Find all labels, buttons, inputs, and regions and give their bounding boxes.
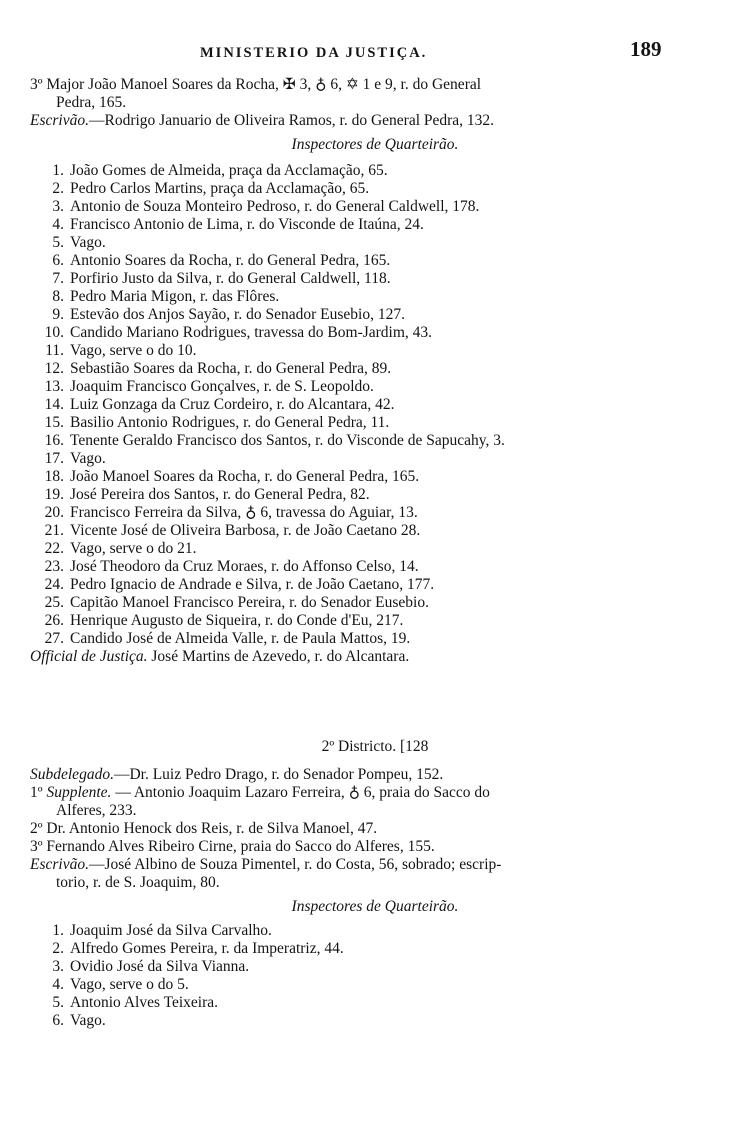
official-text: José Martins de Azevedo, r. do Alcantara.	[147, 648, 410, 665]
list-item: 10. Candido Mariano Rodrigues, travessa do Bom-Jardim, 43.	[44, 324, 433, 341]
district-heading: 2º Districto. [128	[321, 738, 429, 755]
list-item: 18. João Manoel Soares da Rocha, r. do General Pedra, 165.	[44, 468, 420, 485]
list-item: 27. Candido José de Almeida Valle, r. de Paula Mattos, 19.	[44, 630, 411, 647]
escrivao-2-entry: Escrivão.—José Albino de Souza Pimentel, r. do Costa, 56, sobrado; escrip-	[30, 856, 502, 873]
list-item: 25. Capitão Manoel Francisco Pereira, r. do Senador Eusebio.	[44, 594, 429, 611]
list-item: 5. Antonio Alves Teixeira.	[52, 994, 219, 1011]
list-item: 20. Francisco Ferreira da Silva, ♁ 6, travessa do Aguiar, 13.	[44, 504, 418, 521]
page-number: 189	[630, 37, 662, 61]
list-item: 11. Vago, serve o do 10.	[45, 342, 197, 359]
escrivao-2-entry-cont: torio, r. de S. Joaquim, 80.	[56, 874, 220, 891]
subdelegado-text: —Dr. Luiz Pedro Drago, r. do Senador Pompeu, 152.	[113, 766, 444, 783]
list-item: 3. Ovidio José da Silva Vianna.	[52, 958, 250, 975]
official-de-justica-entry	[30, 648, 720, 666]
list-item: 16. Tenente Geraldo Francisco dos Santos, r. do Visconde de Sapucahy, 3.	[44, 432, 505, 449]
list-item: 2. Alfredo Gomes Pereira, r. da Imperatriz, 44.	[52, 940, 344, 957]
supplente-label: Supplente.	[46, 784, 112, 801]
list-item: 4. Francisco Antonio de Lima, r. do Visconde de Itaúna, 24.	[52, 216, 424, 233]
major-entry-line-1: 3º Major João Manoel Soares da Rocha, ✠ 3, ♁ 6, ✡ 1 e 9, r. do General	[30, 76, 482, 93]
list-item: 9. Estevão dos Anjos Sayão, r. do Senador Eusebio, 127.	[52, 306, 405, 323]
escrivao-2-label: Escrivão.	[30, 856, 89, 873]
list-item: 21. Vicente José de Oliveira Barbosa, r. de João Caetano 28.	[44, 522, 421, 539]
inspectors-heading: Inspectores de Quarteirão.	[291, 136, 459, 153]
supplente-2-entry: 2º Dr. Antonio Henock dos Reis, r. de Silva Manoel, 47.	[30, 820, 378, 837]
list-item: 4. Vago, serve o do 5.	[52, 976, 189, 993]
list-item: 22. Vago, serve o do 21.	[44, 540, 197, 557]
list-item: 6. Antonio Soares da Rocha, r. do General Pedra, 165.	[52, 252, 391, 269]
list-item: 6. Vago.	[52, 1012, 106, 1029]
section-first-district	[30, 76, 720, 666]
inspectors-list	[30, 162, 720, 648]
list-item: 24. Pedro Ignacio de Andrade e Silva, r. de João Caetano, 177.	[44, 576, 435, 593]
list-item: 5. Vago.	[52, 234, 106, 251]
subdelegado-entry	[30, 766, 720, 784]
list-item: 7. Porfirio Justo da Silva, r. do General Caldwell, 118.	[52, 270, 391, 287]
list-item: 2. Pedro Carlos Martins, praça da Acclamação, 65.	[52, 180, 370, 197]
escrivao-entry	[30, 112, 720, 130]
list-item: 17. Vago.	[44, 450, 106, 467]
list-item: 8. Pedro Maria Migon, r. das Flôres.	[52, 288, 280, 305]
inspectors-heading-2: Inspectores de Quarteirão.	[291, 898, 459, 915]
subdelegado-label: Subdelegado.	[30, 766, 114, 783]
list-item: 15. Basilio Antonio Rodrigues, r. do General Pedra, 11.	[44, 414, 390, 431]
running-title: MINISTERIO DA JUSTIÇA.	[200, 45, 428, 61]
list-item: 1. Joaquim José da Silva Carvalho.	[52, 922, 272, 939]
escrivao-text: —Rodrigo Januario de Oliveira Ramos, r. do General Pedra, 132.	[88, 112, 495, 129]
official-label: Official de Justiça.	[30, 648, 148, 665]
list-item: 14. Luiz Gonzaga da Cruz Cordeiro, r. do Alcantara, 42.	[44, 396, 395, 413]
page-header	[0, 37, 746, 66]
list-item: 12. Sebastião Soares da Rocha, r. do General Pedra, 89.	[44, 360, 392, 377]
escrivao-label: Escrivão.	[30, 112, 89, 129]
supplente-3-entry: 3º Fernando Alves Ribeiro Cirne, praia do Sacco do Alferes, 155.	[30, 838, 435, 855]
list-item: 23. José Theodoro da Cruz Moraes, r. do Affonso Celso, 14.	[44, 558, 419, 575]
list-item: 3. Antonio de Souza Monteiro Pedroso, r. do General Caldwell, 178.	[52, 198, 480, 215]
list-item: 13. Joaquim Francisco Gonçalves, r. de S. Leopoldo.	[44, 378, 374, 395]
supplente-1-entry-cont: Alferes, 233.	[56, 802, 137, 819]
list-item: 19. José Pereira dos Santos, r. do General Pedra, 82.	[44, 486, 370, 503]
list-item: 1. João Gomes de Almeida, praça da Acclamação, 65.	[52, 162, 388, 179]
list-item: 26. Henrique Augusto de Siqueira, r. do Conde d'Eu, 217.	[44, 612, 404, 629]
inspectors-list-2	[30, 922, 720, 1030]
supplente-1-entry: 1º Supplente. — Antonio Joaquim Lazaro Ferreira, ♁ 6, praia do Sacco do	[30, 784, 490, 801]
section-second-district	[30, 738, 720, 1030]
major-entry-line-2: Pedra, 165.	[56, 94, 127, 111]
